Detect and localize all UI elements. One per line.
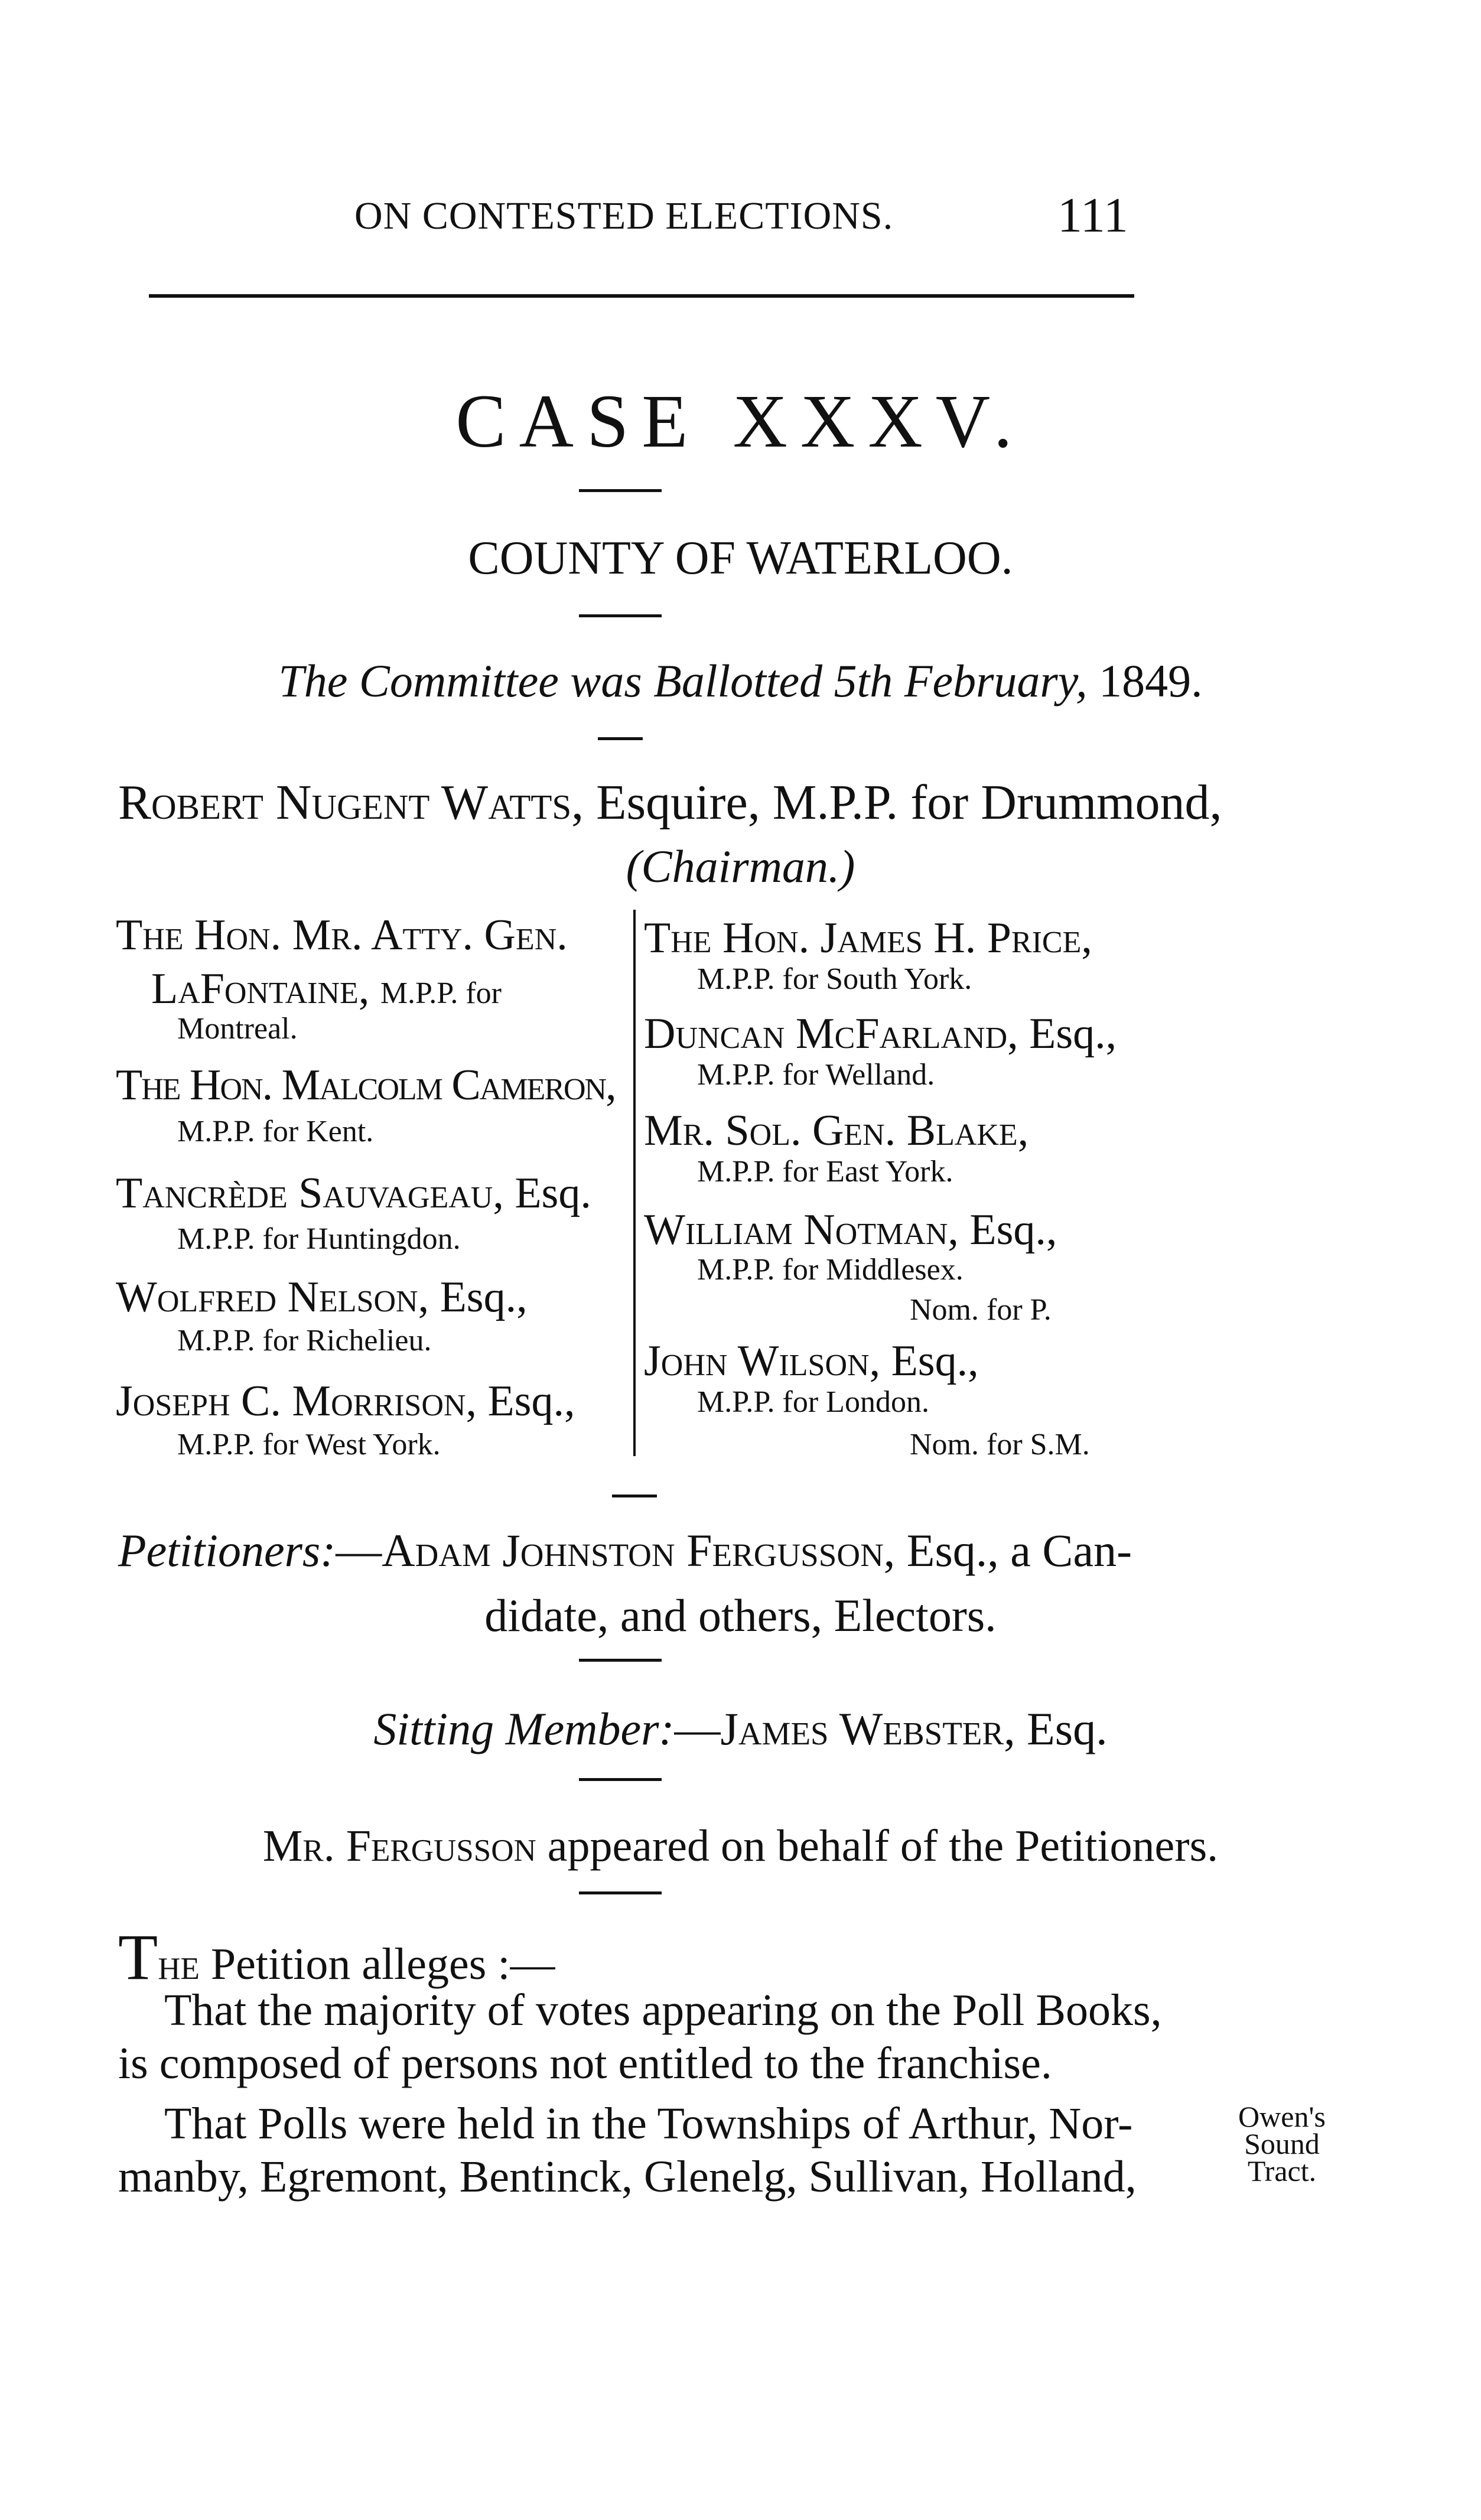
member-entry: John Wilson, Esq.,	[644, 1337, 979, 1385]
member-name: The Hon. James H. Price	[644, 914, 1082, 962]
divider	[579, 489, 662, 492]
member-riding: M.P.P. for Kent.	[177, 1115, 374, 1148]
member-name: Joseph C. Morrison	[116, 1377, 466, 1425]
member-riding: M.P.P. for London.	[697, 1385, 929, 1419]
divider	[612, 1495, 657, 1497]
appearance-line: Mr. Fergusson appeared on behalf of the Petitioners.	[262, 1821, 1219, 1871]
alleges-line: The Petition alleges :—	[118, 1921, 555, 1993]
ballot-line	[0, 655, 1481, 708]
member-name: Duncan McFarland	[644, 1010, 1008, 1058]
member-name: LaFontaine	[151, 965, 359, 1013]
paragraph-line: That the majority of votes appearing on the Poll Books,	[164, 1985, 1162, 2035]
chairman-role: (Chairman.)	[626, 841, 855, 892]
member-entry: Wolfred Nelson, Esq.,	[116, 1273, 528, 1321]
sitting-member-label: Sitting Member:	[373, 1703, 675, 1754]
member-name: The Hon. Mr. Atty. Gen.	[116, 911, 568, 959]
member-entry: LaFontaine, M.P.P. for	[151, 965, 502, 1013]
sitting-member-name: James Webster	[720, 1703, 1004, 1754]
ballot-text: The Committee was Ballotted 5th February,	[278, 655, 1088, 706]
member-riding: M.P.P. for Richelieu.	[177, 1324, 432, 1357]
member-entry: Tancrède Sauvageau, Esq.	[116, 1169, 591, 1217]
header-rule	[149, 294, 1134, 298]
case-title: CASE XXXV.	[455, 379, 1026, 463]
member-riding: M.P.P. for West York.	[177, 1428, 441, 1461]
member-entry: Joseph C. Morrison, Esq.,	[116, 1377, 575, 1425]
margin-note	[1229, 2100, 1335, 2187]
member-riding: M.P.P. for Welland.	[697, 1058, 935, 1092]
margin-note-line: Sound	[1244, 2127, 1320, 2160]
running-title: ON CONTESTED ELECTIONS.	[354, 194, 894, 237]
nomination-note: Nom. for P.	[910, 1293, 1052, 1327]
divider	[598, 737, 643, 740]
member-name: John Wilson	[644, 1337, 870, 1385]
member-name: The Hon. Malcolm Cameron,	[116, 1061, 616, 1109]
ballot-year: 1849.	[1099, 655, 1203, 706]
chairman-line	[118, 774, 1222, 831]
member-riding: M.P.P. for Middlesex.	[697, 1253, 964, 1287]
member-name: Wolfred Nelson	[116, 1273, 418, 1321]
member-riding: M.P.P. for	[380, 976, 502, 1010]
petitioner-name: Adam Johnston Fergusson	[382, 1525, 884, 1576]
member-entry	[116, 913, 568, 957]
petitioners-line-2: didate, and others, Electors.	[484, 1590, 997, 1641]
member-entry: William Notman, Esq.,	[644, 1206, 1057, 1254]
member-riding: M.P.P. for Huntingdon.	[177, 1222, 461, 1256]
paragraph-line: manby, Egremont, Bentinck, Glenelg, Sullivan, Holland,	[118, 2152, 1137, 2202]
chairman-name: Robert Nugent Watts	[118, 775, 572, 830]
member-name: Tancrède Sauvageau	[116, 1169, 493, 1217]
paragraph-line: That Polls were held in the Townships of Arthur, Nor-	[164, 2099, 1133, 2148]
margin-note-line: Tract.	[1247, 2154, 1317, 2187]
member-riding: M.P.P. for South York.	[697, 962, 972, 996]
divider	[579, 1891, 662, 1894]
member-name: Mr. Sol. Gen. Blake	[644, 1106, 1018, 1155]
member-riding: M.P.P. for East York.	[697, 1155, 953, 1189]
nomination-note: Nom. for S.M.	[910, 1428, 1090, 1461]
member-entry: Mr. Sol. Gen. Blake,	[644, 1106, 1029, 1155]
divider	[579, 1659, 662, 1662]
member-name: William Notman	[644, 1206, 948, 1254]
member-entry: The Hon. James H. Price,	[644, 914, 1092, 962]
appearance-name: Mr. Fergusson	[262, 1821, 536, 1871]
divider	[579, 1778, 662, 1781]
drop-cap: T	[118, 1921, 158, 1993]
paragraph-line: is composed of persons not entitled to the franchise.	[118, 2039, 1052, 2088]
margin-note-line: Owen's	[1238, 2100, 1326, 2133]
column-divider	[633, 910, 636, 1456]
chairman-rest: , Esquire, M.P.P. for Drummond,	[571, 775, 1222, 830]
page-number: 111	[1057, 188, 1128, 243]
sitting-member-line: Sitting Member:—James Webster, Esq.	[373, 1703, 1108, 1754]
petitioners-label: Petitioners:	[118, 1525, 336, 1576]
member-riding: Montreal.	[177, 1012, 298, 1046]
member-entry: Duncan McFarland, Esq.,	[644, 1010, 1117, 1058]
county-title: COUNTY OF WATERLOO.	[468, 532, 1013, 584]
divider	[579, 614, 662, 617]
petitioners-line: Petitioners:—Adam Johnston Fergusson, Esq., a Can-	[118, 1525, 1132, 1576]
